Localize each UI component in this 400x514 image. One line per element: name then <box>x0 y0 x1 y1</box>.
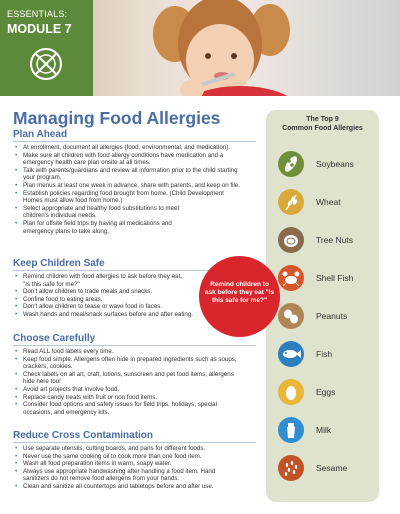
allergen-wheat <box>278 189 378 215</box>
list-item: • Use separate utensils, cutting boards, and pans for different foods. <box>23 445 256 453</box>
list-item: • Talk with parents/guardians and review all information prior to the child starting <box>23 167 256 175</box>
allergen-label: Sesame <box>316 463 348 473</box>
allergen-label: Wheat <box>316 197 341 207</box>
panel-title <box>266 115 379 133</box>
list-item: • Wash all food preparation items in warm, soapy water. <box>23 460 256 468</box>
allergen-peanuts <box>278 303 378 329</box>
list-item: • Remind children with food allergies to ask before they eat, <box>23 273 199 281</box>
sesame-icon <box>278 455 304 481</box>
list-item: • At enrollment, document all allergies (food, environmental, and medication). <box>23 144 256 152</box>
section-plan-ahead <box>13 129 256 235</box>
top-allergens-panel <box>266 110 379 502</box>
section-choose-carefully <box>13 333 256 416</box>
list-item: • Clean and sanitize all countertops and tabletops before and after use. <box>23 483 256 491</box>
list-item: sanitizers do not remove food allergens from your hands. <box>23 475 180 483</box>
list-item: • Plan for offsite field trips by having all medications and <box>23 220 256 228</box>
list-item: • Check labels on all art, craft, lotions, sunscreen and pet food items; allergens <box>23 371 256 379</box>
section-reduce-cross-contamination <box>13 430 256 491</box>
list-item: emergency health care plan onsite at all times. <box>23 159 151 167</box>
egg-icon <box>278 379 304 405</box>
list-item: • Wash hands and meal/snack surfaces before and after eating. <box>23 311 256 319</box>
allergen-fish <box>278 341 378 367</box>
allergen-label: Fish <box>316 349 333 359</box>
list-item: • Confine food to eating areas. <box>23 296 256 304</box>
tree-nut-icon <box>278 227 304 253</box>
list-item: your program. <box>23 174 62 182</box>
list-item: Homes must allow food from home.) <box>23 197 123 205</box>
plate-fork-knife-icon <box>29 47 63 81</box>
shellfish-icon <box>278 265 304 291</box>
list-item: hide here too! <box>23 378 61 386</box>
wheat-icon <box>278 189 304 215</box>
header-banner <box>0 0 400 96</box>
allergen-label: Tree Nuts <box>316 235 354 245</box>
list-item: • Always use appropriate handwashing after handling a food item. Hand <box>23 468 256 476</box>
allergen-eggs <box>278 379 378 405</box>
allergen-label: Eggs <box>316 387 336 397</box>
module-badge <box>0 0 93 96</box>
fish-icon <box>278 341 304 367</box>
allergen-label: Peanuts <box>316 311 348 321</box>
section-heading: Choose Carefully <box>13 333 256 346</box>
allergen-label: Milk <box>316 425 332 435</box>
list-item: • Plan menus at least one week in advance, share with parents, and keep on file. <box>23 182 256 190</box>
allergen-soybeans <box>278 151 378 177</box>
allergen-label: Soybeans <box>316 159 354 169</box>
section-heading: Plan Ahead <box>13 129 256 142</box>
child-eating-photo <box>120 0 320 96</box>
list-item: emergency plans to take along. <box>23 227 109 235</box>
panel-title-line2: Common Food Allergies <box>282 125 363 132</box>
list-item: • Make sure all children with food allergy conditions have medication and a <box>23 152 256 160</box>
list-item: • Consider food options and safety issues for field trips, holidays, special <box>23 401 256 409</box>
peanut-icon <box>278 303 304 329</box>
list-item: • Read ALL food labels every time. <box>23 348 256 356</box>
panel-title-line1: The Top 9 <box>306 116 339 123</box>
list-item: • Avoid art projects that involve food. <box>23 386 256 394</box>
list-item: • Keep food simple. Allergens often hide in prepared ingredients such as soups, <box>23 356 256 364</box>
list-item: occasions, and emergency kits. <box>23 408 110 416</box>
list-item: • Select appropriate and healthy food substitutions to meet <box>23 205 256 213</box>
list-item: • Never use the same cooking oil to cook more than one food item. <box>23 453 256 461</box>
list-item: children's individual needs. <box>23 212 97 220</box>
soybean-icon <box>278 151 304 177</box>
list-item: • Replace candy treats with fruit or non food items. <box>23 394 256 402</box>
allergen-shell-fish <box>278 265 378 291</box>
list-item: "Is this safe for me?" <box>23 280 80 288</box>
allergen-milk <box>278 417 378 443</box>
list-item: • Establish policies regarding food brought from home. (Child Development <box>23 190 256 198</box>
allergen-tree-nuts <box>278 227 378 253</box>
essentials-label: ESSENTIALS: <box>7 9 68 19</box>
list-item: • Don't allow children to trade meals and snacks. <box>23 288 256 296</box>
module-label: MODULE 7 <box>7 22 72 36</box>
list-item: • Don't allow children to tease or wave food in faces. <box>23 303 256 311</box>
page-title: Managing Food Allergies <box>13 108 221 128</box>
section-heading: Keep Children Safe <box>13 258 256 271</box>
allergen-sesame <box>278 455 378 481</box>
section-heading: Reduce Cross Contamination <box>13 430 256 443</box>
list-item: crackers, cookies. <box>23 363 73 371</box>
reminder-callout: Remind children to ask before they eat "Is this safe for me?" <box>199 256 280 337</box>
allergen-label: Shell Fish <box>316 273 354 283</box>
milk-icon <box>278 417 304 443</box>
